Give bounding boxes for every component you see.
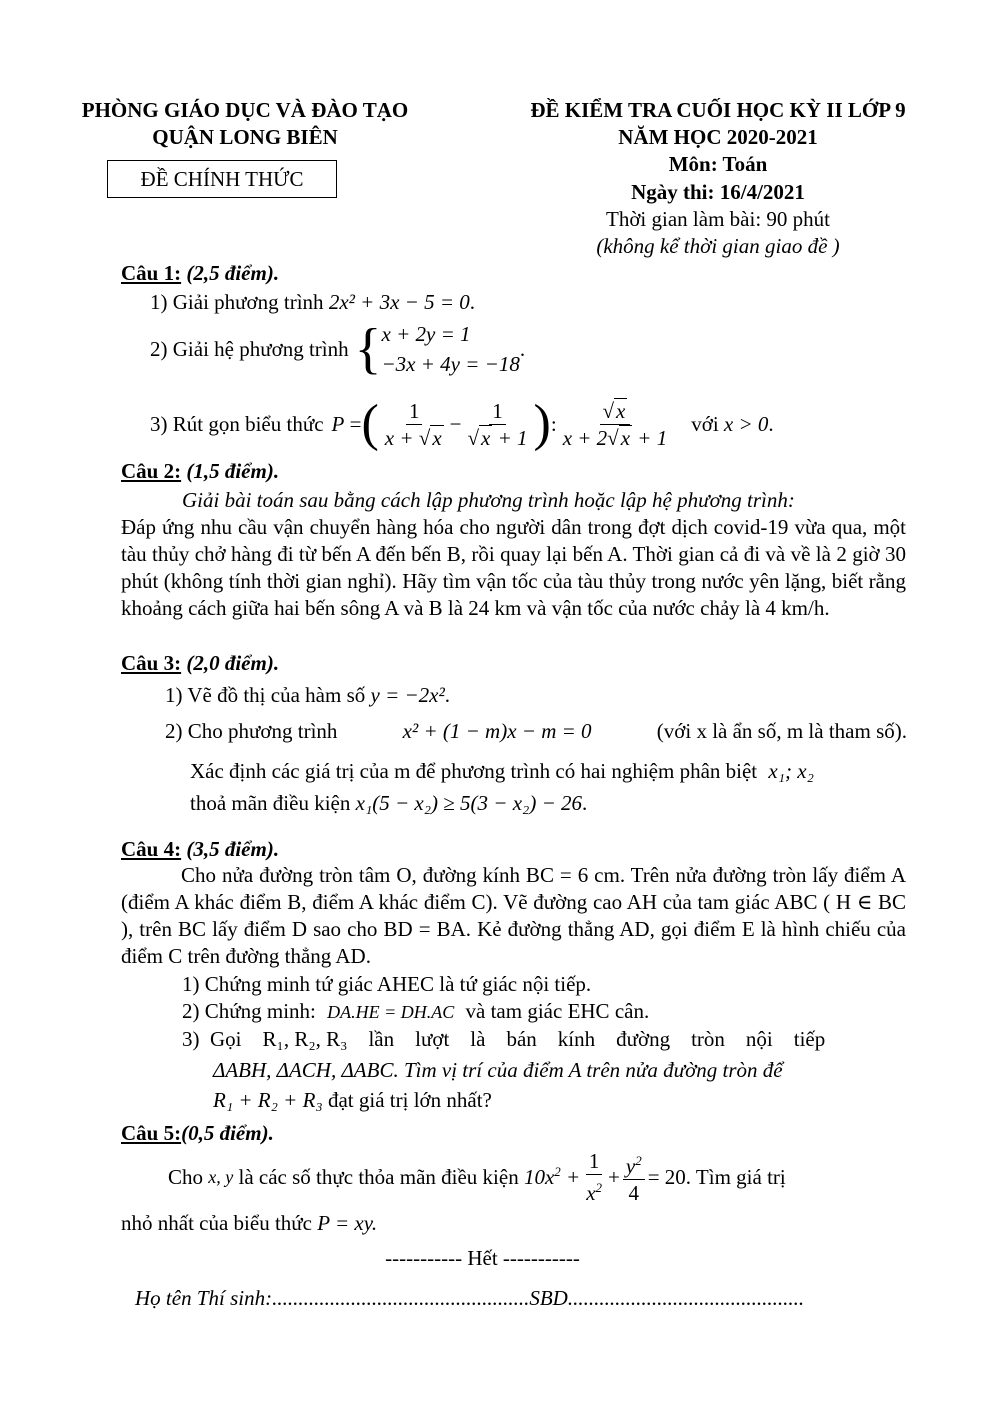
q5-vars: x, y	[208, 1166, 234, 1187]
q3-points: (2,0 điểm).	[186, 651, 280, 675]
q3-item2-line2	[190, 758, 814, 784]
equation-system	[382, 319, 520, 379]
duration: Thời gian làm bài: 90 phút	[606, 207, 830, 231]
official-label: ĐỀ CHÍNH THỨC	[140, 167, 304, 191]
q2-body: Đáp ứng nhu cầu vận chuyển hàng hóa cho người dân trong đợt dịch covid-19 vừa qua, một tàu thủy chở hàng đi từ bến A đến bến B, rồi quay lại bến A. Thời gian cả đi và về là 2 giờ 30 phút (không tính thời gian nghỉ). Hãy tìm vận tốc của tàu thủy trong nước yên lặng, biết rằng khoảng cách giữa hai bến sông A và B là 24 km và vận tốc của nước chảy là 4 km/h.	[121, 515, 906, 620]
q3-label: Câu 3:	[121, 651, 182, 675]
q3-item2-condition: x₁(5 − x₂) ≥ 5(3 − x₂) − 26	[355, 791, 583, 815]
q1-item3-text: 3) Rút gọn biểu thức	[150, 411, 324, 436]
q4-item2	[182, 998, 649, 1025]
header-left	[40, 97, 450, 151]
q4-item2-equation: DA.HE = DH.AC	[327, 1002, 455, 1022]
duration-note: (không kể thời gian giao đề )	[596, 234, 840, 258]
q4-label: Câu 4:	[121, 837, 182, 861]
q5-fraction-2: $\frac{y^2}{4}$	[623, 1150, 645, 1204]
q1-item3: 3) Rút gọn biểu thức P = ( $\frac{1}{x + √x}$ − $\frac{1}{√x + 1}$ ) : $\frac{√x}{x + 2√x + 1}$ với x > 0 .	[150, 395, 774, 452]
q3-item2	[165, 718, 907, 744]
q4-item3-line2: ΔABH, ΔACH, ΔABC. Tìm vị trí của điểm A trên nửa đường tròn để	[213, 1058, 783, 1082]
exam-date: Ngày thi: 16/4/2021	[631, 180, 805, 204]
q5-text2: là các số thực thỏa mãn điều kiện	[238, 1164, 519, 1189]
district-name: QUẬN LONG BIÊN	[152, 125, 338, 149]
q1-item2-text: 2) Giải hệ phương trình	[150, 336, 349, 361]
q1-item3-condition: x > 0	[723, 411, 769, 436]
q3-item2-equation: x² + (1 − m)x − m = 0	[402, 719, 592, 743]
q3-item2-line3-text: thoả mãn điều kiện	[190, 791, 351, 815]
q4-item3-line3	[213, 1087, 492, 1113]
q5-points: (0,5 điểm).	[181, 1121, 274, 1145]
q4-item3-text: đạt giá trị lớn nhất?	[327, 1088, 492, 1112]
q4-item1: 1) Chứng minh tứ giác AHEC là tứ giác nội tiếp.	[182, 972, 592, 996]
q5-text1: Cho	[168, 1164, 204, 1189]
system-eq1: x + 2y = 1	[381, 322, 471, 346]
q3-item2-roots: x₁; x₂	[768, 759, 814, 783]
q2-intro: Giải bài toán sau bằng cách lập phương trình hoặc lập hệ phương trình:	[182, 488, 795, 512]
q5-label: Câu 5:	[121, 1121, 182, 1145]
fraction-2: $\frac{1}{√x + 1}$	[467, 398, 528, 450]
q2-heading	[121, 458, 279, 484]
q4-item3-sum: R₁ + R₂ + R₃	[213, 1088, 323, 1112]
q4-item2-text: 2) Chứng minh:	[182, 999, 316, 1023]
q3-item2-suffix: (với x là ẩn số, m là tham số).	[656, 719, 907, 743]
q5-heading	[121, 1120, 274, 1146]
q1-label: Câu 1:	[121, 261, 182, 285]
paren-close: )	[533, 395, 551, 452]
q1-item1-equation: 2x² + 3x − 5 = 0	[328, 290, 470, 314]
department-name: PHÒNG GIÁO DỤC VÀ ĐÀO TẠO	[81, 98, 409, 122]
q5-line1: Cho x, y là các số thực thỏa mãn điều kiện $10x^2$ + $\frac{1}{x^2}$ + $\frac{y^2}{4}$ = 20 . Tìm giá trị	[168, 1149, 786, 1205]
system-brace: {	[354, 318, 382, 380]
q1-item3-suffix: với	[691, 411, 719, 436]
q4-item3-line1: 3) Gọi R₁, R₂, R₃ lần lượt là bán kính đường tròn nội tiếp	[182, 1027, 826, 1051]
q1-item1-text: 1) Giải phương trình	[150, 290, 324, 314]
q4-item2-suffix: và tam giác EHC cân.	[465, 999, 650, 1023]
end-marker: ----------- Hết -----------	[385, 1246, 580, 1270]
q2-points: (1,5 điểm).	[186, 459, 280, 483]
q3-item2-line3: thoả mãn điều kiện x₁(5 − x₂) ≥ 5(3 − x₂) − 26.	[190, 791, 588, 815]
q1-item1: 1) Giải phương trình 2x² + 3x − 5 = 0.	[150, 290, 476, 314]
q5-line2-text: nhỏ nhất của biểu thức	[121, 1211, 312, 1235]
q4-heading	[121, 836, 279, 862]
header-right	[488, 97, 948, 260]
q3-item1-text: 1) Vẽ đồ thị của hàm số	[165, 683, 366, 707]
expr-p: P	[331, 411, 345, 436]
q4-body: Cho nửa đường tròn tâm O, đường kính BC = 6 cm. Trên nửa đường tròn lấy điểm A (điểm A khác điểm B, điểm A khác điểm C). Vẽ đường cao AH của tam giác ABC ( H ∈ BC ), trên BC lấy điểm D sao cho BD = BA. Kẻ đường thẳng AD, gọi điểm E là hình chiếu của điểm C trên đường thẳng AD.	[121, 863, 906, 968]
q3-item1: 1) Vẽ đồ thị của hàm số y = −2x².	[165, 683, 451, 707]
q5-line2	[121, 1210, 377, 1236]
q5-target-expression: P = xy.	[317, 1211, 378, 1235]
q1-heading	[121, 260, 279, 286]
paren-open: (	[361, 395, 379, 452]
q3-heading	[121, 650, 279, 676]
fraction-3: $\frac{√x}{x + 2√x + 1}$	[562, 398, 668, 450]
q3-item1-function: y = −2x²	[370, 683, 445, 707]
school-year: NĂM HỌC 2020-2021	[618, 125, 818, 149]
q5-text3: . Tìm giá trị	[685, 1164, 786, 1189]
system-eq2: −3x + 4y = −18	[381, 352, 520, 376]
q5-condition: $10x^2$ +	[523, 1164, 581, 1189]
q4-points: (3,5 điểm).	[186, 837, 280, 861]
official-box	[107, 160, 337, 198]
exam-title: ĐỀ KIỂM TRA CUỐI HỌC KỲ II LỚP 9	[530, 98, 906, 122]
subject: Môn: Toán	[668, 152, 768, 176]
q1-points: (2,5 điểm).	[186, 261, 280, 285]
q2-label: Câu 2:	[121, 459, 182, 483]
candidate-info: Họ tên Thí sinh:.................................................SBD.............................................	[135, 1286, 805, 1310]
q3-item2-text: 2) Cho phương trình	[165, 719, 338, 743]
q1-item2: 2) Giải hệ phương trình { x + 2y = 1 −3x + 4y = −18 .	[150, 318, 526, 380]
q5-fraction-1: $\frac{1}{x^2}$	[586, 1149, 603, 1205]
fraction-1: $\frac{1}{x + √x}$	[384, 398, 442, 450]
q3-item2-line2-text: Xác định các giá trị của m để phương trình có hai nghiệm phân biệt	[190, 759, 758, 783]
